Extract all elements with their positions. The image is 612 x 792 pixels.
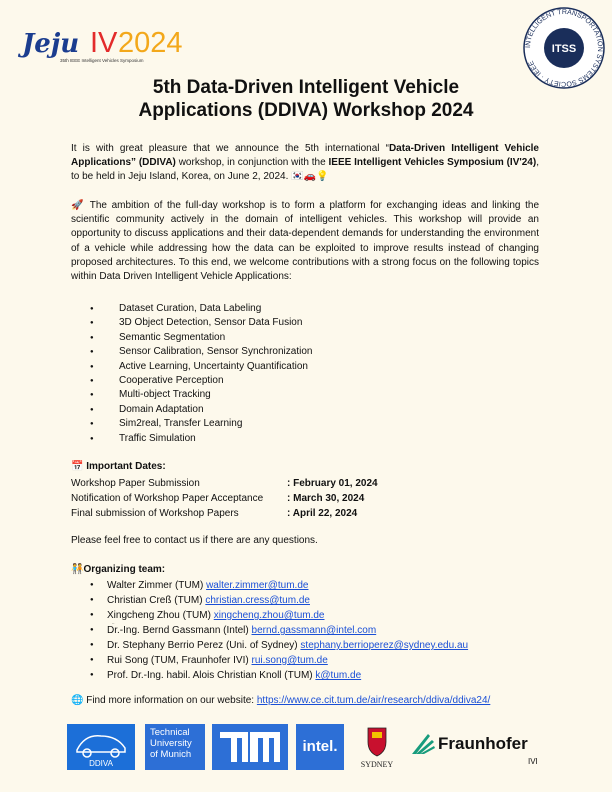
rocket-icon: 🚀 bbox=[71, 200, 86, 211]
contact-text: Please feel free to contact us if there are any questions. bbox=[71, 535, 318, 546]
intro-paragraph: It is with great pleasure that we announce the 5th international “Data-Driven Intelligent Vehicle Applications” (DDIVA) workshop, in conjunction with the IEEE Intelligent Vehicles Symposium (IV'24), to be held in Jeju Island, Korea, on June 2, 2024. 🇰🇷🚗💡 bbox=[71, 143, 539, 183]
logo-jeju-text: Jeju bbox=[22, 29, 80, 59]
sydney-logo-text: SYDNEY bbox=[360, 760, 394, 769]
ddiva-logo-text: DDIVA bbox=[89, 759, 113, 768]
list-item: ● Cooperative Perception bbox=[90, 374, 312, 388]
sydney-logo bbox=[354, 724, 400, 770]
fraunhofer-sub-text: IVI bbox=[528, 757, 538, 766]
itss-ring-text: INTELLIGENT TRANSPORTATION SYSTEMS SOCIETY · IEEE bbox=[524, 8, 604, 88]
intel-logo: intel. bbox=[296, 724, 344, 770]
people-icon: 🧑‍🤝‍🧑 bbox=[71, 564, 84, 575]
email-link[interactable]: k@tum.de bbox=[315, 670, 362, 681]
fraunhofer-logo bbox=[410, 724, 542, 770]
list-item: ● Domain Adaptation bbox=[90, 403, 312, 417]
tum-logo-text: TUM bbox=[112, 624, 115, 625]
list-item: ● Walter Zimmer (TUM) walter.zimmer@tum.de bbox=[90, 578, 468, 593]
list-item: ● Sensor Calibration, Sensor Synchronization bbox=[90, 345, 312, 359]
team-heading: 🧑‍🤝‍🧑Organizing team: bbox=[71, 564, 166, 575]
email-link[interactable]: christian.cress@tum.de bbox=[205, 595, 310, 606]
list-item: ● Semantic Segmentation bbox=[90, 331, 312, 345]
jeju-iv2024-logo bbox=[22, 22, 202, 68]
website-link[interactable]: https://www.ce.cit.tum.de/air/research/ddiva/ddiva24/ bbox=[256, 695, 491, 706]
list-item: ● Dr. Stephany Berrio Perez (Uni. of Sydney) stephany.berrioperez@sydney.edu.au bbox=[90, 638, 468, 653]
flag-car-bulb-icon: 🇰🇷🚗💡 bbox=[291, 171, 329, 183]
email-link[interactable]: bernd.gassmann@intel.com bbox=[251, 625, 377, 636]
calendar-icon: 📅 bbox=[71, 461, 84, 472]
date-row: Notification of Workshop Paper Acceptance : March 30, 2024 bbox=[71, 493, 365, 504]
more-info: 🌐 Find more information on our website: https://www.ce.cit.tum.de/air/research/ddiva/ddiva24/ bbox=[71, 695, 491, 706]
list-item: ● Rui Song (TUM, Fraunhofer IVI) rui.song@tum.de bbox=[90, 653, 468, 668]
globe-icon: 🌐 bbox=[71, 695, 84, 706]
list-item: ● Dr.-Ing. Bernd Gassmann (Intel) bernd.gassmann@intel.com bbox=[90, 623, 468, 638]
page-title bbox=[0, 76, 612, 122]
email-link[interactable]: xingcheng.zhou@tum.de bbox=[213, 610, 325, 621]
list-item: ● Multi-object Tracking bbox=[90, 388, 312, 402]
team-list bbox=[90, 578, 468, 683]
date-row: Final submission of Workshop Papers : April 22, 2024 bbox=[71, 508, 358, 519]
logo-subtitle: 35th IEEE Intelligent Vehicles Symposium bbox=[60, 58, 144, 63]
ambition-paragraph: 🚀 The ambition of the full-day workshop is to form a platform for exchanging ideas and linking the scientific community actively in the domain of intelligent vehicles. This workshop will provide an opportunity to discuss applications and their data-dependent demands for understanding the environment of a vehicle while addressing how the data can be exploited to improve results instead of changing proposed architectures. To this end, we welcome contributions with a strong focus on the following topics within Data Driven Intelligent Vehicle Applications: bbox=[71, 200, 540, 283]
topics-list bbox=[90, 302, 312, 446]
email-link[interactable]: rui.song@tum.de bbox=[251, 655, 328, 666]
list-item: ● Traffic Simulation bbox=[90, 432, 312, 446]
title-line-2: Applications (DDIVA) Workshop 2024 bbox=[138, 100, 474, 121]
list-item: ● Dataset Curation, Data Labeling bbox=[90, 302, 312, 316]
title-line-1: 5th Data-Driven Intelligent Vehicle bbox=[152, 77, 460, 98]
list-item: ● Prof. Dr.-Ing. habil. Alois Christian Knoll (TUM) k@tum.de bbox=[90, 668, 468, 683]
logo-iv-text: IV bbox=[90, 27, 118, 59]
list-item: ● Xingcheng Zhou (TUM) xingcheng.zhou@tum.de bbox=[90, 608, 468, 623]
email-link[interactable]: stephany.berrioperez@sydney.edu.au bbox=[300, 640, 469, 651]
list-item: ● Christian Creß (TUM) christian.cress@tum.de bbox=[90, 593, 468, 608]
list-item: ● 3D Object Detection, Sensor Data Fusion bbox=[90, 316, 312, 330]
logo-year-text: 2024 bbox=[118, 27, 183, 59]
ddiva-logo bbox=[67, 724, 135, 770]
tu-munich-text-logo: Technical University of Munich bbox=[145, 724, 205, 770]
date-row: Workshop Paper Submission : February 01, 2024 bbox=[71, 478, 378, 489]
list-item: ● Sim2real, Transfer Learning bbox=[90, 417, 312, 431]
dates-heading: 📅 Important Dates: bbox=[71, 461, 166, 472]
list-item: ● Active Learning, Uncertainty Quantification bbox=[90, 360, 312, 374]
fraunhofer-logo-text: Fraunhofer bbox=[438, 734, 528, 753]
itss-center-text: ITSS bbox=[551, 43, 577, 55]
email-link[interactable]: walter.zimmer@tum.de bbox=[206, 580, 309, 591]
